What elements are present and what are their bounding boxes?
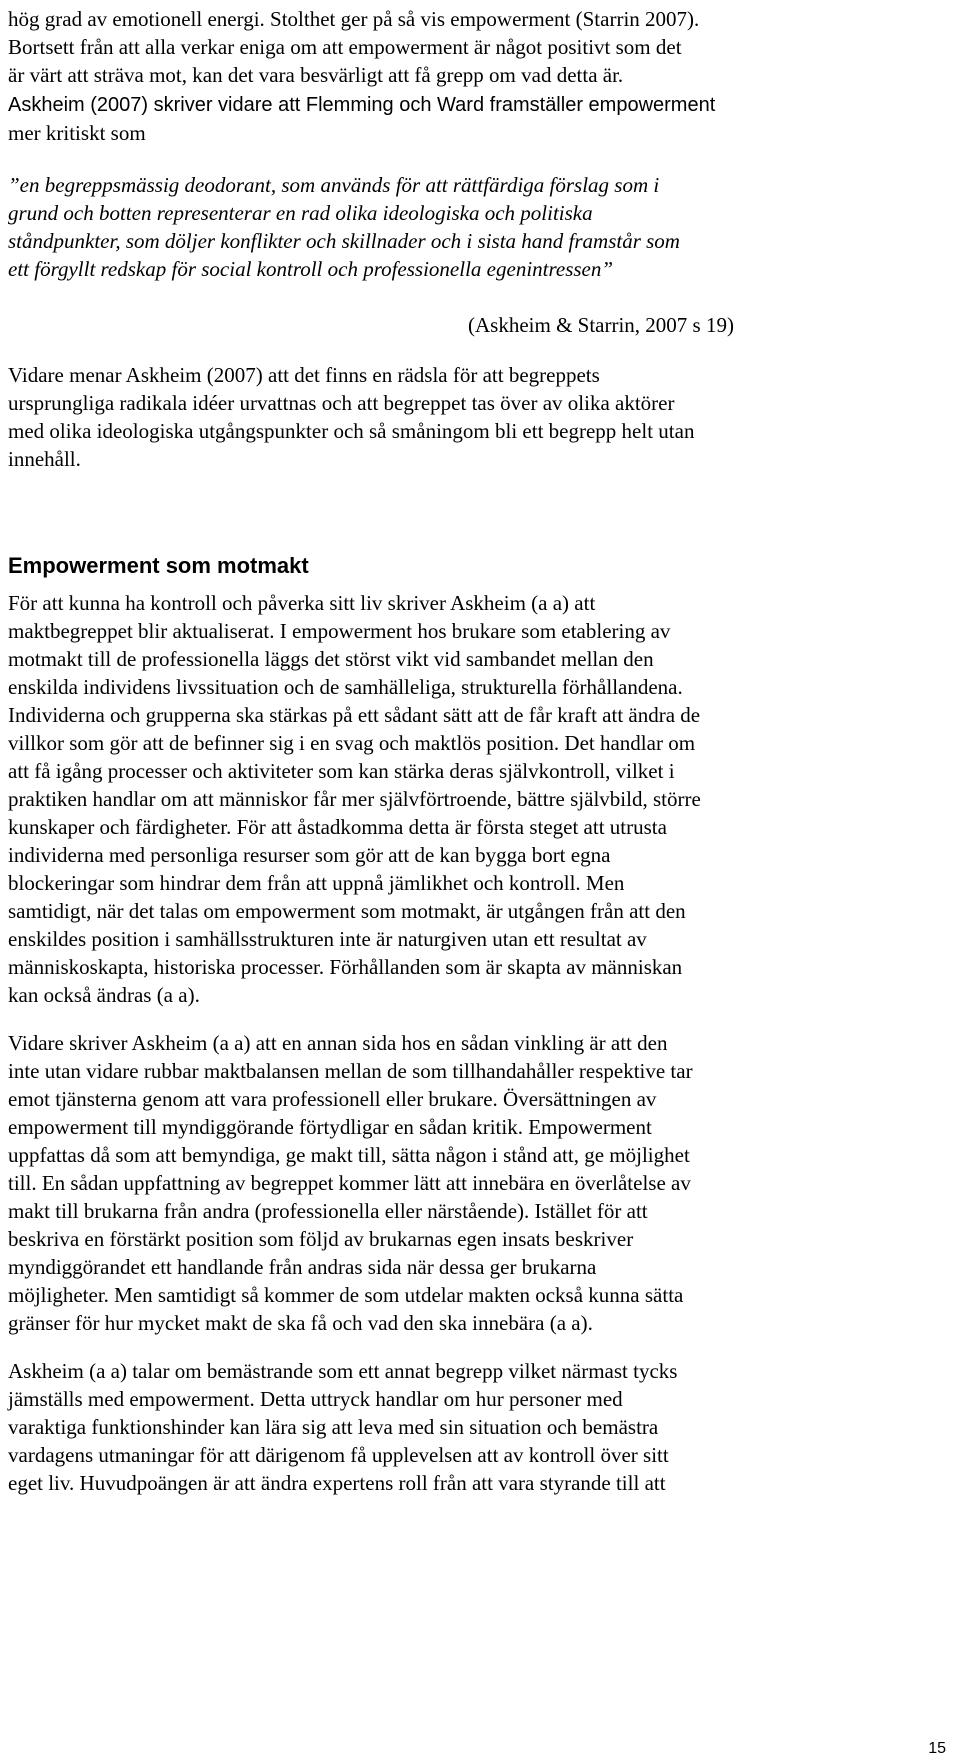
text-line: motmakt till de professionella läggs det störst vikt vid sambandet mellan den [8, 647, 654, 671]
text-line: samtidigt, när det talas om empowerment som motmakt, är utgången från att den [8, 899, 686, 923]
text-line: kunskaper och färdigheter. För att åstadkomma detta är första steget att utrusta [8, 815, 667, 839]
text-line: För att kunna ha kontroll och påverka sitt liv skriver Askheim (a a) att [8, 591, 596, 615]
text-line: enskilda individens livssituation och de samhälleliga, strukturella förhållandena. [8, 675, 683, 699]
text-line: vardagens utmaningar för att därigenom få upplevelsen att av kontroll över sitt [8, 1443, 669, 1467]
text-line: empowerment till myndiggörande förtydligar en sådan kritik. Empowerment [8, 1115, 652, 1139]
text-line: eget liv. Huvudpoängen är att ändra expertens roll från att vara styrande till att [8, 1471, 666, 1495]
text-line: varaktiga funktionshinder kan lära sig att leva med sin situation och bemästra [8, 1415, 659, 1439]
text-line: beskriva en förstärkt position som följd av brukarnas egen insats beskriver [8, 1227, 634, 1251]
text-line: ursprungliga radikala idéer urvattnas och att begreppet tas över av olika aktörer [8, 391, 675, 415]
text-line: blockeringar som hindrar dem från att uppnå jämlikhet och kontroll. Men [8, 871, 625, 895]
text-line: Vidare skriver Askheim (a a) att en annan sida hos en sådan vinkling är att den [8, 1031, 668, 1055]
quote-citation: (Askheim & Starrin, 2007 s 19) [468, 313, 734, 337]
text-line: Bortsett från att alla verkar eniga om att empowerment är något positivt som det [8, 35, 682, 59]
text-line: myndiggörandet ett handlande från andras sida när dessa ger brukarna [8, 1255, 597, 1279]
text-line: innehåll. [8, 447, 81, 471]
quote-line: ståndpunkter, som döljer konflikter och skillnader och i sista hand framstår som [8, 229, 680, 253]
text-line: jämställs med empowerment. Detta uttryck handlar om hur personer med [8, 1387, 623, 1411]
section-heading: Empowerment som motmakt [8, 553, 309, 578]
text-line: människoskapta, historiska processer. Förhållanden som är skapta av människan [8, 955, 683, 979]
quote-line: ett förgyllt redskap för social kontroll och professionella egenintressen” [8, 257, 614, 281]
text-line: Individerna och grupperna ska stärkas på ett sådant sätt att de får kraft att ändra de [8, 703, 701, 727]
text-line: maktbegreppet blir aktualiserat. I empowerment hos brukare som etablering av [8, 619, 671, 643]
text-line: emot tjänsterna genom att vara professionell eller brukare. Översättningen av [8, 1087, 657, 1111]
text-line: mer kritiskt som [8, 121, 146, 145]
page-number: 15 [928, 1740, 946, 1757]
text-line: att få igång processer och aktiviteter som kan stärka deras självkontroll, vilket i [8, 759, 675, 783]
text-line: inte utan vidare rubbar maktbalansen mellan de som tillhandahåller respektive tar [8, 1059, 693, 1083]
quote-line: grund och botten representerar en rad olika ideologiska och politiska [8, 201, 593, 225]
text-line: möjligheter. Men samtidigt så kommer de som utdelar makten också kunna sätta [8, 1283, 684, 1307]
text-line: praktiken handlar om att människor får mer självförtroende, bättre självbild, större [8, 787, 701, 811]
text-line: hög grad av emotionell energi. Stolthet ger på så vis empowerment (Starrin 2007). [8, 7, 700, 31]
text-line: kan också ändras (a a). [8, 983, 200, 1007]
quote-line: ”en begreppsmässig deodorant, som används för att rättfärdiga förslag som i [8, 173, 660, 197]
text-line: Vidare menar Askheim (2007) att det finns en rädsla för att begreppets [8, 363, 600, 387]
text-line: gränser för hur mycket makt de ska få och vad den ska innebära (a a). [8, 1311, 593, 1335]
text-line: med olika ideologiska utgångspunkter och så småningom bli ett begrepp helt utan [8, 419, 695, 443]
text-line: villkor som gör att de befinner sig i en svag och maktlös position. Det handlar om [8, 731, 696, 755]
text-line: till. En sådan uppfattning av begreppet kommer lätt att innebära en överlåtelse av [8, 1171, 691, 1195]
text-line: är värt att sträva mot, kan det vara besvärligt att få grepp om vad detta är. [8, 63, 624, 87]
text-line: individerna med personliga resurser som gör att de kan bygga bort egna [8, 843, 611, 867]
text-line: makt till brukarna från andra (professionella eller närstående). Istället för att [8, 1199, 648, 1223]
text-line: uppfattas då som att bemyndiga, ge makt till, sätta någon i stånd att, ge möjlighet [8, 1143, 690, 1167]
text-line: Askheim (2007) skriver vidare att Flemming och Ward framställer empowerment [8, 94, 716, 116]
text-line: enskildes position i samhällsstrukturen inte är naturgiven utan ett resultat av [8, 927, 647, 951]
text-line: Askheim (a a) talar om bemästrande som ett annat begrepp vilket närmast tycks [8, 1359, 678, 1383]
